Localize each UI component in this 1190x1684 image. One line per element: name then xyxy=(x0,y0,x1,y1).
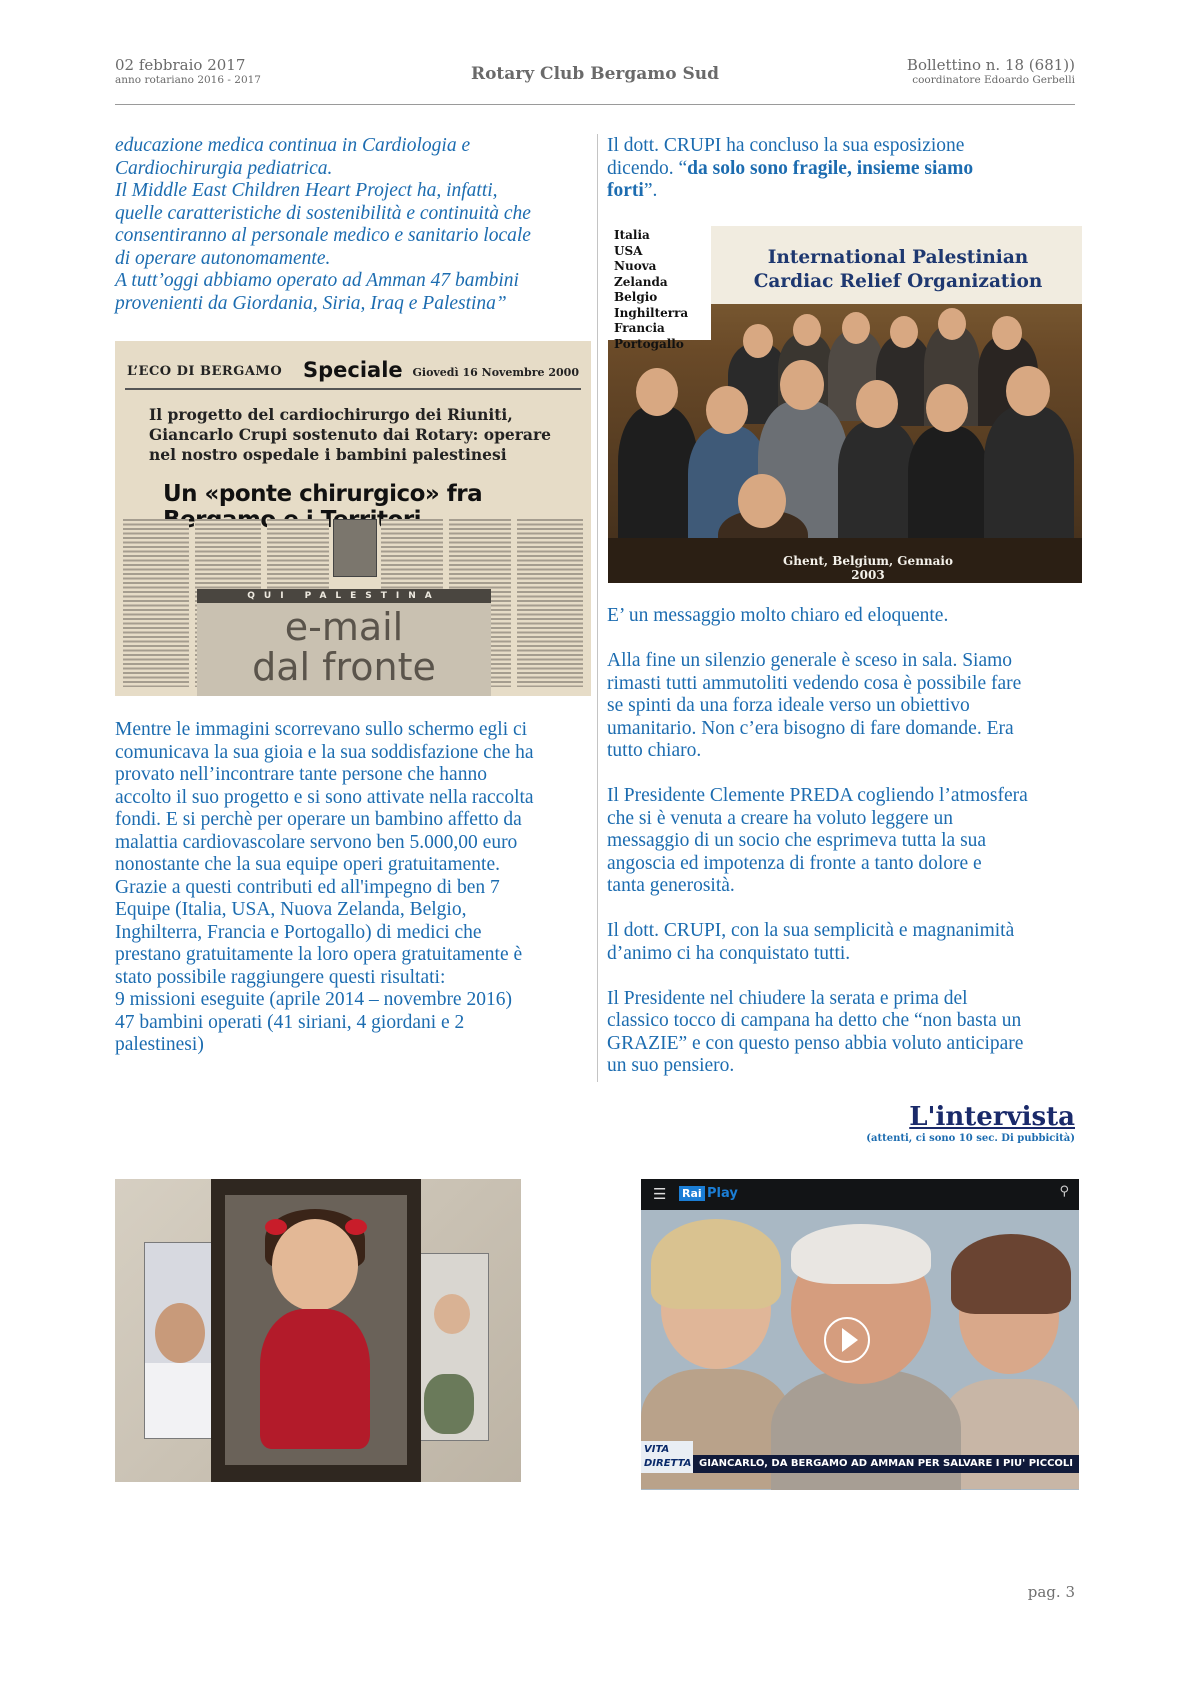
person-face xyxy=(793,314,821,346)
text-run: ”. xyxy=(643,180,658,201)
person-face xyxy=(1006,366,1050,416)
text-line: rimasti tutti ammutoliti vedendo cosa è possibile fare xyxy=(607,672,1022,694)
text-line: angoscia ed impotenza di fronte a tanto dolore e xyxy=(607,852,982,874)
text-line: Il Middle East Children Heart Project ha, infatti, xyxy=(115,180,498,201)
newspaper-headline: Un «ponte chirurgico» fra xyxy=(163,481,483,507)
subheadline-line-2: dal fronte xyxy=(252,645,436,689)
group-photo xyxy=(608,226,1082,583)
right-body-text xyxy=(607,605,1077,1100)
subheadline-line-1: e-mail xyxy=(284,605,404,649)
photo-title xyxy=(728,246,1068,294)
text-line: Il dott. CRUPI, con la sua semplicità e magnanimità xyxy=(607,920,1015,941)
audience-hair-left xyxy=(651,1219,781,1309)
girl-face xyxy=(272,1219,358,1311)
newspaper-rule xyxy=(125,388,581,390)
rai-logo: Rai xyxy=(679,1186,705,1201)
text-line: palestinesi) xyxy=(115,1034,204,1055)
child-face xyxy=(434,1294,470,1334)
news-ticker xyxy=(641,1455,1079,1473)
raiplay-video-thumbnail[interactable] xyxy=(641,1179,1079,1490)
text-line: nonostante che la sua equipe operi gratuitamente. xyxy=(115,854,500,875)
paragraph xyxy=(607,605,1077,628)
interview-link[interactable]: L'intervista xyxy=(909,1102,1075,1132)
text-line: se spinti da una forza ideale verso un obiettivo xyxy=(607,695,970,716)
person-face xyxy=(780,360,824,410)
club-name: Rotary Club Bergamo Sud xyxy=(470,64,720,84)
person-face xyxy=(926,384,968,432)
person-face xyxy=(992,316,1022,350)
country-item: Inghilterra xyxy=(614,305,689,320)
header-right xyxy=(907,56,1075,87)
text-line: prestano gratuitamente la loro opera gratuitamente è xyxy=(115,944,523,965)
photo-caption-line-2: 2003 xyxy=(851,568,885,582)
photo-title-line-1: International Palestinian xyxy=(767,247,1029,268)
text-line: A tutt’oggi abbiamo operato ad Amman 47 bambini xyxy=(115,270,519,291)
country-item: Italia xyxy=(614,228,650,242)
text-line xyxy=(607,180,1077,203)
column-divider xyxy=(597,134,598,1082)
text-run: dicendo. “ xyxy=(607,157,688,179)
text-line: malattia cardiovascolare servono ben 5.000,00 euro xyxy=(115,831,518,853)
person-shape xyxy=(908,426,988,541)
newspaper-section: Speciale xyxy=(303,358,403,382)
girl-dress xyxy=(260,1309,370,1449)
text-line: E’ un messaggio molto chiaro ed eloquente. xyxy=(607,605,949,626)
text-line: GRAZIE” e con questo penso abbia voluto anticipare xyxy=(607,1032,1024,1054)
paragraph xyxy=(607,920,1077,965)
newspaper-portrait xyxy=(333,519,377,577)
text-line: provato nell’incontrare tante persone che hanno xyxy=(115,764,487,785)
interview-note: (attenti, ci sono 10 sec. Di pubbicità) xyxy=(866,1133,1075,1144)
person-face xyxy=(738,474,786,528)
text-line: Grazie a questi contributi ed all'impegno di ben 7 xyxy=(115,876,500,898)
paragraph xyxy=(607,650,1077,763)
paragraph xyxy=(607,785,1077,898)
photo-title-line-2: Cardiac Relief Organization xyxy=(753,271,1043,292)
text-line: 47 bambini operati (41 siriani, 4 giordani e 2 xyxy=(115,1011,465,1033)
hair-bow xyxy=(265,1219,287,1235)
text-line: Alla fine un silenzio generale è sceso in sala. Siamo xyxy=(607,650,1013,671)
newspaper-column xyxy=(123,519,189,687)
text-line: d’animo ci ha conquistato tutti. xyxy=(607,942,851,964)
header-left xyxy=(115,56,261,87)
newspaper-column xyxy=(517,519,583,687)
text-line: Il Presidente nel chiudere la serata e prima del xyxy=(607,987,968,1009)
text-line: tutto chiaro. xyxy=(607,740,702,761)
audience-hair-right xyxy=(951,1234,1071,1314)
text-line: messaggio di un socio che esprimeva tutta la sua xyxy=(607,830,987,851)
newspaper-deck: Il progetto del cardiochirurgo dei Riuniti, Giancarlo Crupi sostenuto dai Rotary: operare nel nostro ospedale i bambini palestinesi xyxy=(149,405,552,464)
adult-shape xyxy=(424,1374,474,1434)
person-face xyxy=(636,368,678,416)
text-line: tanta generosità. xyxy=(607,875,735,896)
right-top-text xyxy=(607,135,1077,203)
show-logo-line-1: VITA xyxy=(644,1444,670,1455)
play-icon xyxy=(842,1328,858,1352)
person-face xyxy=(890,316,918,348)
hospital-sheet xyxy=(145,1363,217,1438)
text-line: fondi. E si perchè per operare un bambino affetto da xyxy=(115,809,522,830)
coordinator: coordinatore Edoardo Gerbelli xyxy=(912,74,1075,86)
person-shape xyxy=(618,406,698,546)
text-line: umanitario. Non c’era bisogno di fare domande. Era xyxy=(607,717,1014,739)
person-face xyxy=(938,308,966,340)
text-line xyxy=(607,158,1077,181)
person-face xyxy=(743,324,773,358)
text-line: Inghilterra, Francia e Portogallo) di medici che xyxy=(115,921,482,943)
text-line: stato possibile raggiungere questi risultati: xyxy=(115,966,446,988)
text-line: Equipe (Italia, USA, Nuova Zelanda, Belgio, xyxy=(115,899,467,920)
show-logo-line-2: DIRETTA xyxy=(644,1458,692,1469)
left-body-text xyxy=(115,719,595,1057)
paragraph xyxy=(607,988,1077,1078)
bulletin-number: Bollettino n. 18 (681)) xyxy=(906,56,1075,74)
quote-bold: da solo sono fragile, insieme siamo xyxy=(687,157,974,179)
newspaper-masthead: L’ECO DI BERGAMO xyxy=(127,364,283,379)
text-line: che si è venuta a creare ha voluto leggere un xyxy=(607,807,953,829)
issue-date: 02 febbraio 2017 xyxy=(115,56,246,74)
text-line: Il Presidente Clemente PREDA cogliendo l’atmosfera xyxy=(607,785,1028,806)
page-number: pag. 3 xyxy=(1027,1583,1075,1601)
person-shape xyxy=(838,421,918,541)
interview-heading xyxy=(866,1102,1075,1145)
child-face xyxy=(155,1303,205,1363)
quote-bold: forti xyxy=(607,180,644,201)
text-line: classico tocco di campana ha detto che “non basta un xyxy=(607,1010,1022,1031)
person-face xyxy=(706,386,748,434)
photo-caption-line-1: Ghent, Belgium, Gennaio xyxy=(783,554,953,568)
children-photo-collage xyxy=(115,1179,521,1482)
play-logo: Play xyxy=(707,1186,738,1201)
text-line: Cardiochirurgia pediatrica. xyxy=(115,157,333,179)
collage-left-photo xyxy=(144,1242,218,1439)
collage-right-photo xyxy=(415,1253,489,1441)
newspaper-clipping-image xyxy=(115,341,591,696)
newspaper-subheadline xyxy=(197,603,491,696)
text-line: un suo pensiero. xyxy=(607,1055,735,1076)
person-shape xyxy=(984,406,1074,541)
rotary-year: anno rotariano 2016 - 2017 xyxy=(115,74,261,86)
text-line: educazione medica continua in Cardiologia e xyxy=(115,135,471,156)
newspaper-date: Giovedì 16 Novembre 2000 xyxy=(412,366,579,379)
country-item: Nuova Zelanda xyxy=(614,259,668,289)
text-line: Mentre le immagini scorrevano sullo schermo egli ci xyxy=(115,719,528,740)
text-line: provenienti da Giordania, Siria, Iraq e Palestina” xyxy=(115,292,507,314)
photo-caption xyxy=(758,554,978,582)
text-line: quelle caratteristiche di sostenibilità e continuità che xyxy=(115,202,531,224)
left-intro-text xyxy=(115,135,595,315)
header-divider xyxy=(115,104,1075,105)
person-face xyxy=(842,312,870,344)
country-item: Portogallo xyxy=(614,336,684,351)
text-line: comunicava la sua gioia e la sua soddisfazione che ha xyxy=(115,741,534,763)
country-item: Francia xyxy=(614,321,665,335)
raiplay-topbar xyxy=(641,1179,1079,1210)
person-face xyxy=(856,380,898,428)
country-item: Belgio xyxy=(614,290,658,304)
speaker-hair xyxy=(791,1224,931,1284)
country-list xyxy=(608,226,711,351)
show-logo xyxy=(641,1441,693,1473)
newspaper-band: QUI PALESTINA xyxy=(197,589,491,603)
text-line: 9 missioni eseguite (aprile 2014 – novembre 2016) xyxy=(115,989,512,1010)
search-icon[interactable]: ⚲ xyxy=(1059,1184,1069,1199)
text-line: consentiranno al personale medico e sanitario locale xyxy=(115,225,531,246)
ticker-text: GIANCARLO, DA BERGAMO AD AMMAN PER SALVARE I PIU' PICCOLI xyxy=(699,1458,1074,1469)
text-line: accolto il suo progetto e si sono attivate nella raccolta xyxy=(115,786,534,808)
menu-icon[interactable]: ☰ xyxy=(653,1185,667,1203)
country-item: USA xyxy=(614,243,643,258)
text-line: di operare autonomamente. xyxy=(115,247,331,269)
hair-bow xyxy=(345,1219,367,1235)
text-line: Il dott. CRUPI ha concluso la sua esposizione xyxy=(607,135,965,156)
